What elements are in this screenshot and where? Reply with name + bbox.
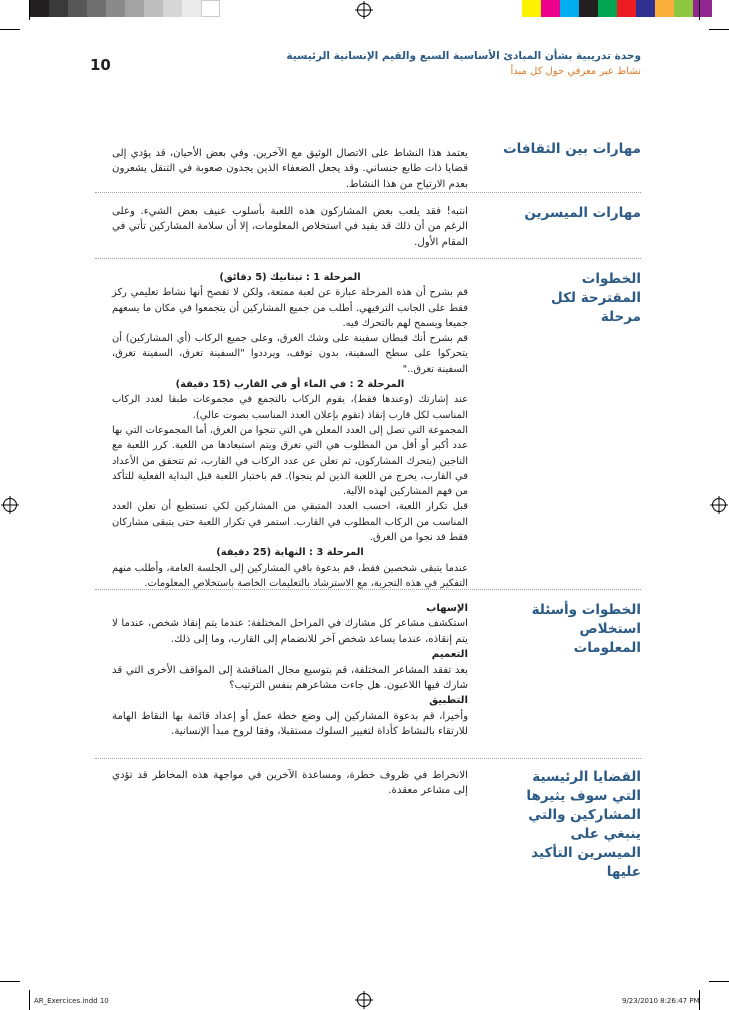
crop-mark	[709, 981, 729, 982]
page-number: 10	[90, 56, 111, 74]
color-swatch	[693, 0, 712, 17]
crop-mark	[29, 990, 30, 1010]
table-row	[95, 204, 641, 254]
color-swatch	[125, 0, 144, 17]
footer-file-name: AR_Exercices.indd 10	[34, 997, 109, 1005]
row-body	[112, 768, 468, 799]
color-swatch	[636, 0, 655, 17]
debrief-section-title: الإسهاب	[426, 603, 468, 614]
row-divider	[95, 758, 641, 759]
color-swatch	[106, 0, 125, 17]
running-header-subtitle: نشاط عبر معرفي حول كل مبدأ	[510, 66, 641, 77]
table-row	[95, 768, 641, 880]
row-heading: مهارات الميسرين	[524, 205, 641, 221]
row-body	[112, 146, 468, 192]
body-paragraph: عند إشارتك (وعندها فقط)، يقوم الركاب بالتجمع في مجموعات طبقا لعدد الركاب المناسب لكل قارب إنقاذ (تقوم بإعلان العدد المناسب بصوت عالي).	[112, 394, 468, 421]
crop-mark	[29, 0, 30, 20]
color-swatch	[49, 0, 68, 17]
color-swatch	[182, 0, 201, 17]
registration-mark-icon	[3, 498, 17, 512]
process-color-bar	[522, 0, 712, 17]
color-swatch	[560, 0, 579, 17]
row-divider	[95, 589, 641, 590]
row-body	[112, 270, 468, 591]
crop-mark	[0, 981, 20, 982]
crop-mark	[709, 29, 729, 30]
phase-title: المرحلة 1 : تبتانيك (5 دقائق)	[219, 272, 361, 283]
phase-title: المرحلة 3 : النهاية (25 دقيقة)	[216, 547, 364, 559]
color-swatch	[144, 0, 163, 17]
body-paragraph: قم بشرح أن هذه المرحلة عبارة عن لعبة ممتعة، ولكن لا تفصح أنها نشاط تعليمي ركز فقط على الجانب الترفيهي. أطلب من جميع المشاركين أن يتجمعوا في مكان ما يسعهم جميعا ويسمح لهم بالتحرك فيه.	[112, 287, 468, 329]
table-row	[95, 601, 641, 751]
color-swatch	[522, 0, 541, 17]
row-divider	[95, 192, 641, 193]
table-row	[95, 141, 641, 190]
color-swatch	[68, 0, 87, 17]
registration-mark-icon	[357, 3, 371, 17]
color-swatch	[163, 0, 182, 17]
table-row	[95, 270, 641, 589]
body-paragraph: قبل تكرار اللعبة، احسب العدد المتبقي من المشاركين لكي تستطيع أن تعلن العدد المناسب من الركاب المطلوب في القارب. استمر في تكرار اللعبة حتى يتبقى مشاركان فقط قد نجوا من الغرق.	[112, 501, 468, 544]
body-paragraph: قم بشرح أنك قبطان سفينة على وشك الغرق، وعلى جميع الركاب (أي المشاركين) أن يتحركوا على سطح السفينة، بدون توقف، ويرددوا "السفينة تغرق، السفينة تغرق، السفينة تغرق.."	[112, 333, 468, 375]
color-swatch	[30, 0, 49, 17]
row-heading: مهارات بين الثقافات	[503, 141, 641, 157]
color-swatch	[617, 0, 636, 17]
running-header-title: وحدة تدريبية بشأن المبادئ الأساسية السبع والقيم الإنسانية الرئيسية	[286, 50, 641, 62]
registration-mark-icon	[712, 498, 726, 512]
registration-mark-icon	[357, 993, 371, 1007]
crop-mark	[0, 29, 20, 30]
body-paragraph: بعد تفقد المشاعر المختلفة، قم بتوسيع مجال المناقشة إلى المواقف الأخرى التي قد شارك فيها اللاعبون. هل جاءت مشاعرهم بنفس الترتيب؟	[112, 664, 468, 692]
debrief-section-title: التطبيق	[429, 695, 468, 707]
row-divider	[95, 258, 641, 259]
body-paragraph: وأخيرا، قم بدعوة المشاركين إلى وضع خطة عمل أو إعداد قائمة بها النقاط الهامة للارتقاء بالنشاط كأداة لتغيير السلوك مستقبلا، وفقا لروح مبدأ الإنسانية.	[112, 710, 468, 738]
row-body	[112, 601, 468, 740]
body-paragraph: عندما يتبقى شخصين فقط، قم بدعوة باقي المشاركين إلى الجلسة العامة، وأطلب منهم التفكير في هذه التجربة، مع الاسترشاد بالتعليمات الخاصة باستخلاص المعلومات.	[112, 562, 468, 589]
color-swatch	[87, 0, 106, 17]
color-swatch	[655, 0, 674, 17]
color-swatch	[598, 0, 617, 17]
color-swatch	[674, 0, 693, 17]
body-paragraph: المجموعة التي تصل إلى العدد المعلن هي التي تنجوا من الغرق، أما المجموعات التي بها عدد أكبر أو أقل من المطلوب هي التي تغرق ويتم استبعادها من اللعبة. كرر اللعبة مع الناجين (يتحرك المشاركون، ثم تعلن عن عدد الركاب في القارب، ثم تتحقق من الأعداد في القارب، يخرج من اللعبة الذين لم ينجوا). قم باختبار اللعبة قبل البداية الفعلية للتأكد من فهم المشاركين لهذه الآلية.	[112, 424, 468, 498]
grayscale-color-bar	[30, 0, 220, 17]
color-swatch	[541, 0, 560, 17]
footer-timestamp: 9/23/2010 8:26:47 PM	[622, 997, 700, 1005]
crop-mark	[699, 0, 700, 20]
phase-title: المرحلة 2 : في الماء أو في القارب (15 دقيقة)	[175, 379, 405, 391]
debrief-section-title: التعميم	[431, 649, 468, 661]
color-swatch	[579, 0, 598, 17]
row-heading: الخطوات المقترحة لكل مرحلة	[551, 271, 641, 325]
body-paragraph: انتبه! فقد يلعب بعض المشاركون هذه اللعبة بأسلوب عنيف بعض الشيء. وعلى الرغم من أن ذلك قد يفيد في استخلاص المعلومات، إلا أن سلامة المشاركين تأتي في المقام الأول.	[112, 206, 468, 248]
body-paragraph: الانخراط في ظروف خطرة، ومساعدة الآخرين في مواجهة هذه المخاطر قد تؤدي إلى مشاعر معقدة.	[112, 770, 468, 797]
row-heading: الخطوات وأسئلة استخلاص المعلومات	[531, 602, 641, 656]
body-paragraph: يعتمد هذا النشاط على الاتصال الوثيق مع الآخرين. وفي بعض الأحيان، قد يؤدي إلى قضايا ذات طابع جنساني. وقد يجعل الضعفاء الذين يجدون صعوبة في التنقل يشعرون بعدم الارتياح من هذا النشاط.	[112, 148, 468, 190]
row-heading: القضايا الرئيسية التي سوف يثيرها المشاركين والتي ينبغي على الميسرين التأكيد عليها	[526, 769, 641, 880]
color-swatch	[201, 0, 220, 17]
row-body	[112, 204, 468, 250]
body-paragraph: استكشف مشاعر كل مشارك في المراحل المختلفة: عندما يتم إنقاذ شخص، عندما لا يتم إنقاذه، عندما يساعد شخص آخر للانضمام إلى القارب، وما إلى ذلك.	[112, 618, 468, 645]
